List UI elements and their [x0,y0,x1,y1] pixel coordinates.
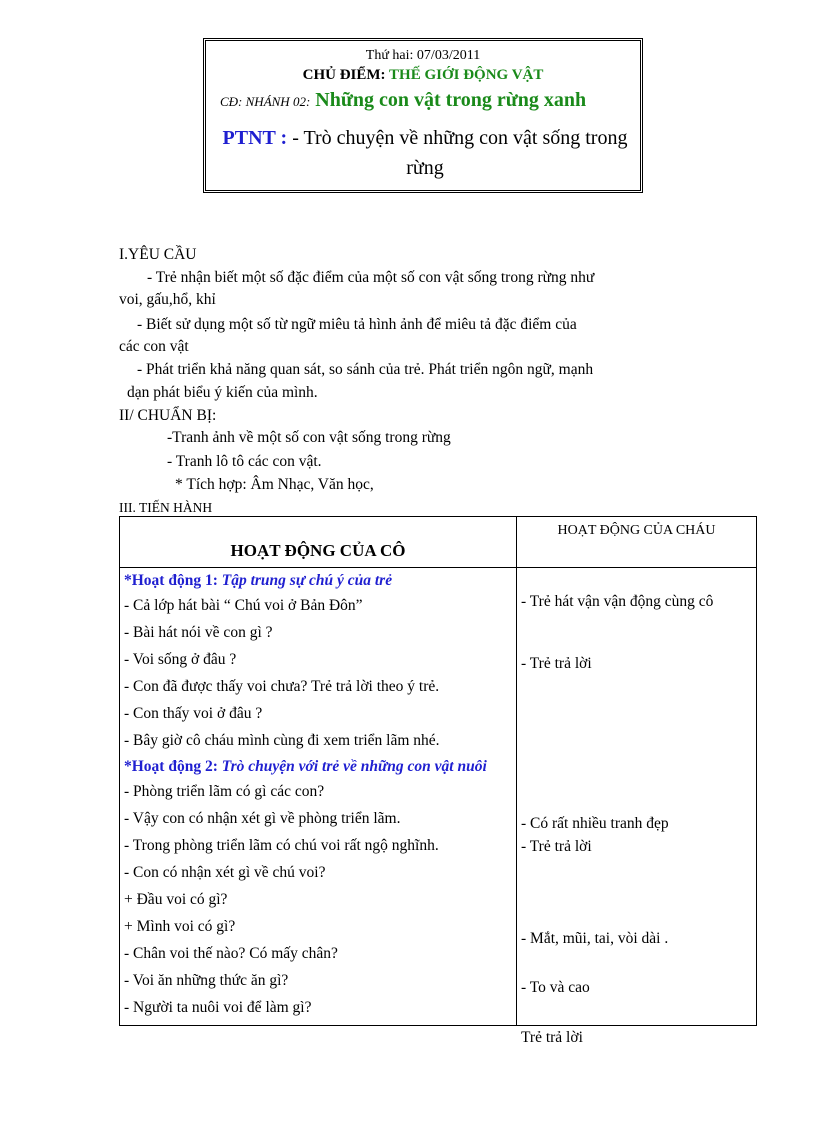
activity-label: PTNT : [222,127,288,149]
table-row [120,568,757,1026]
section-1-title: I.YÊU CẦU [119,246,197,263]
activity-table [119,516,757,1046]
topic-value: THẾ GIỚI ĐỘNG VẬT [389,67,544,83]
activity-2-title: Trò chuyện với trẻ về những con vật nuôi [221,758,487,775]
branch-label: CĐ: NHÁNH 02: [220,94,311,109]
lesson-date: Thứ hai: 07/03/2011 [365,48,481,63]
teacher-line: + Đầu voi có gì? [124,891,228,908]
section-1-line: voi, gấu,hổ, khỉ [119,291,216,308]
child-line: - Trẻ trả lời [521,838,592,855]
teacher-line: - Con đã được thấy voi chưa? Trẻ trả lời theo ý trẻ. [124,678,440,695]
child-line: - Trẻ trả lời [521,655,592,672]
child-line: - Có rất nhiều tranh đẹp [521,815,669,832]
child-column-header: HOẠT ĐỘNG CỦA CHÁU [517,517,757,568]
section-2-line: - Tranh lô tô các con vật. [167,453,322,470]
topic-line [206,67,640,84]
teacher-line: - Con có nhận xét gì về chú voi? [124,864,326,881]
section-1-line: - Trẻ nhận biết một số đặc điểm của một số con vật sống trong rừng như [147,269,595,286]
teacher-line: - Voi ăn những thức ăn gì? [124,972,289,989]
section-2-line: -Tranh ảnh về một số con vật sống trong rừng [167,429,451,446]
branch-line [220,89,640,112]
table-header-row [120,517,757,568]
activity-1-heading [124,570,512,592]
header-box [203,38,643,193]
section-1-line: - Biết sử dụng một số từ ngữ miêu tả hình ảnh để miêu tả đặc điểm của [137,316,577,333]
teacher-line: - Vậy con có nhận xét gì về phòng triển lãm. [124,810,401,827]
branch-value: Những con vật trong rừng xanh [315,89,587,111]
section-3-title: III. TIẾN HÀNH [119,500,213,515]
child-line: Trẻ trả lời [521,1029,583,1046]
teacher-line: - Cả lớp hát bài “ Chú voi ở Bản Đôn” [124,597,363,614]
teacher-line: - Phòng triển lãm có gì các con? [124,783,325,800]
activity-1-title: Tập trung sự chú ý của trẻ [221,572,393,589]
teacher-column-header: HOẠT ĐỘNG CỦA CÔ [120,517,517,568]
section-1-line: các con vật [119,338,189,355]
teacher-line: - Bây giờ cô cháu mình cùng đi xem triển lãm nhé. [124,732,440,749]
activity-1-prefix: *Hoạt động 1: [124,572,218,589]
teacher-line: - Bài hát nói về con gì ? [124,624,273,641]
activity-value: - Trò chuyện về những con vật sống trong rừng [292,127,628,179]
teacher-activities-cell [120,568,517,1026]
child-activities-cell [517,568,757,1046]
topic-label: CHỦ ĐIỂM: [302,67,386,83]
child-line: - Trẻ hát vận vận động cùng cô [521,593,714,610]
child-line: - Mắt, mũi, tai, vòi dài . [521,930,669,947]
child-line: - To và cao [521,979,590,996]
section-1-line: dạn phát biểu ý kiến của mình. [127,384,318,401]
teacher-line: - Con thấy voi ở đâu ? [124,705,263,722]
teacher-line: - Chân voi thế nào? Có mấy chân? [124,945,338,962]
section-2-line: * Tích hợp: Âm Nhạc, Văn học, [175,476,374,493]
teacher-line: - Trong phòng triển lãm có chú voi rất ngộ nghĩnh. [124,837,439,854]
teacher-line: - Người ta nuôi voi để làm gì? [124,999,312,1016]
activity-2-heading [124,756,494,778]
teacher-line: - Voi sống ở đâu ? [124,651,237,668]
activity-2-prefix: *Hoạt động 2: [124,758,218,775]
teacher-line: + Mình voi có gì? [124,918,236,935]
activity-line [220,123,630,183]
section-2-title: II/ CHUẨN BỊ: [119,407,217,424]
section-1-line: - Phát triển khả năng quan sát, so sánh của trẻ. Phát triển ngôn ngữ, mạnh [137,361,594,378]
